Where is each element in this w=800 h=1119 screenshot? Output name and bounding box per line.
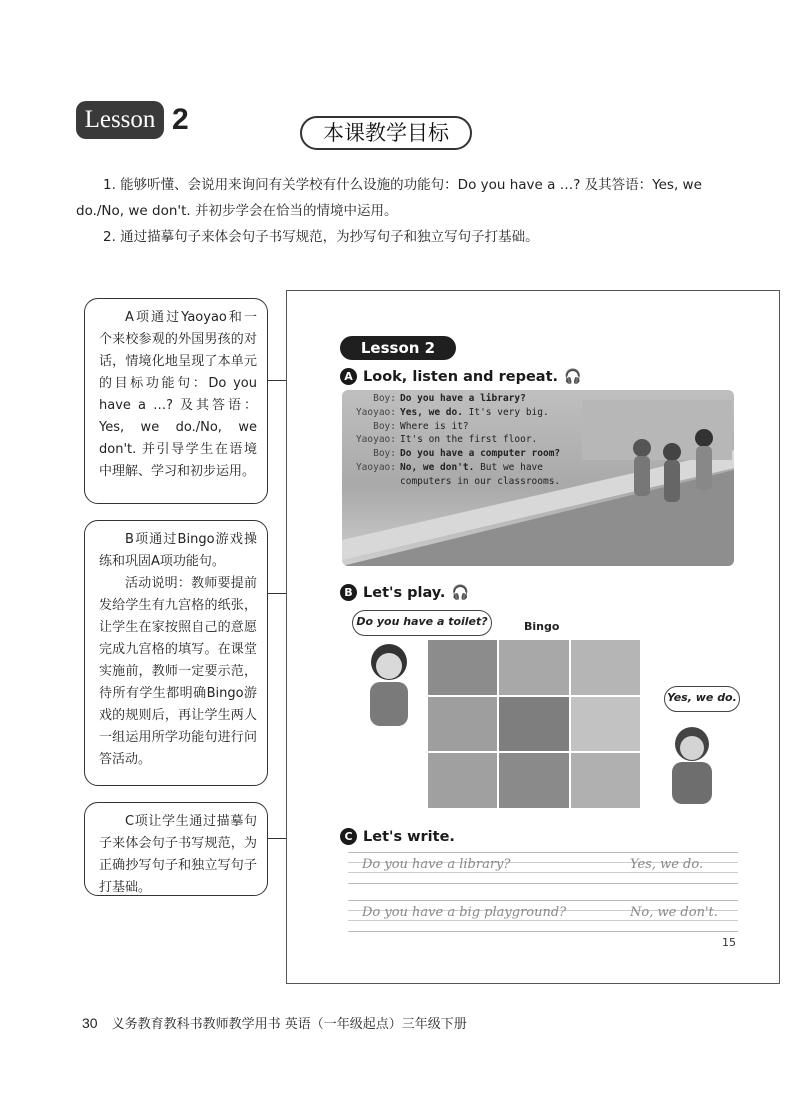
- utterance-bold: Do you have a library?: [400, 393, 526, 404]
- boy-illustration: [656, 722, 726, 810]
- headphones-icon[interactable]: 🎧: [451, 584, 469, 601]
- speaker: Yaoyao:: [355, 406, 396, 418]
- note-text: 活动说明：教师要提前发给学生有九宫格的纸张，让学生在家按照自己的意愿完成九宫格的填写。在课堂实施前，教师一定要示范，待所有学生都明确Bingo游戏的规则后，再让学生两人一组运用所学功能句进行问答活动。: [99, 576, 257, 767]
- dialogue-line: [346, 461, 596, 475]
- utterance: It's on the first floor.: [400, 434, 538, 446]
- note-section-a: [84, 298, 268, 504]
- dialogue: [346, 392, 596, 489]
- speaker: Boy:: [373, 420, 396, 432]
- section-title: Let's play.: [363, 584, 446, 601]
- bingo-cell: [499, 753, 568, 808]
- bingo-cell: [499, 697, 568, 752]
- bingo-cell: [499, 640, 568, 695]
- lesson-number: 2: [172, 103, 189, 136]
- bingo-label: Bingo: [524, 620, 560, 633]
- trace-sentence: Do you have a library?: [362, 857, 511, 872]
- dialogue-line: [346, 475, 596, 489]
- section-title: Look, listen and repeat.: [363, 368, 559, 385]
- dialogue-line: [346, 433, 596, 447]
- girl-illustration: [356, 638, 422, 734]
- section-a-heading: [340, 368, 581, 385]
- objectives-title: 本课教学目标: [300, 116, 472, 150]
- writing-practice: [348, 852, 738, 948]
- book-title: 义务教育教科书教师教学用书 英语（一年级起点）三年级下册: [111, 1017, 467, 1032]
- dialogue-line: [346, 447, 596, 461]
- trace-sentence: Yes, we do.: [630, 857, 704, 872]
- bingo-cell: [571, 697, 640, 752]
- speech-bubble-question: Do you have a toilet?: [352, 610, 492, 636]
- section-letter: C: [340, 828, 357, 845]
- speaker: Yaoyao:: [355, 461, 396, 473]
- objectives-list: [76, 172, 716, 250]
- textbook-lesson-label: Lesson 2: [340, 336, 456, 360]
- utterance: Where is it?: [400, 420, 469, 432]
- utterance-bold: No, we don't.: [400, 461, 475, 473]
- bingo-cell: [571, 753, 640, 808]
- dialogue-line: [346, 420, 596, 434]
- bingo-cell: [428, 697, 497, 752]
- dialogue-line: [346, 406, 596, 420]
- lesson-badge: Lesson: [76, 101, 164, 139]
- section-title: Let's write.: [363, 828, 455, 845]
- dialogue-line: [346, 392, 596, 406]
- trace-sentence: Do you have a big playground?: [362, 905, 567, 920]
- objective-item: 2. 通过描摹句子来体会句子书写规范，为抄写句子和独立写句子打基础。: [103, 229, 539, 245]
- bingo-cell: [428, 753, 497, 808]
- note-section-b: [84, 520, 268, 786]
- note-text: A项通过Yaoyao和一个来校参观的外国男孩的对话，情境化地呈现了本单元的目标功能句：Do you have a …? 及其答语：Yes, we do./No, we don't. 并引导学生在语境中理解、学习和初步运用。: [99, 310, 257, 479]
- section-letter: A: [340, 368, 357, 385]
- trace-sentence: No, we don't.: [630, 905, 718, 920]
- utterance: It's very big.: [462, 406, 549, 418]
- section-b-heading: [340, 584, 469, 601]
- objective-item: 1. 能够听懂、会说用来询问有关学校有什么设施的功能句：Do you have a …? 及其答语：Yes, we do./No, we don't. 并初步学会在恰当的情境中运用。: [76, 177, 702, 219]
- bingo-cell: [571, 640, 640, 695]
- note-text: B项通过Bingo游戏操练和巩固A项功能句。: [99, 532, 257, 569]
- utterance-bold: Do you have a computer room?: [400, 448, 561, 460]
- speaker: Boy:: [373, 448, 396, 460]
- page-footer: [82, 1013, 467, 1032]
- note-section-c: [84, 802, 268, 896]
- note-text: C项让学生通过描摹句子来体会句子书写规范，为正确抄写句子和独立写句子打基础。: [99, 814, 257, 895]
- section-c-heading: [340, 828, 455, 845]
- utterance-bold: Yes, we do.: [400, 406, 463, 418]
- speech-bubble-answer: Yes, we do.: [664, 686, 740, 712]
- headphones-icon[interactable]: 🎧: [564, 368, 582, 385]
- textbook-page-number: 15: [722, 936, 736, 949]
- speaker: [346, 475, 400, 489]
- section-letter: B: [340, 584, 357, 601]
- writing-line: [348, 852, 738, 884]
- bingo-cell: [428, 640, 497, 695]
- page-number: 30: [82, 1015, 98, 1031]
- writing-line: [348, 900, 738, 932]
- bingo-grid: [428, 640, 640, 808]
- utterance: computers in our classrooms.: [400, 475, 561, 487]
- speaker: Yaoyao:: [355, 434, 396, 446]
- speaker: Boy:: [373, 393, 396, 404]
- utterance: But we have: [474, 461, 543, 473]
